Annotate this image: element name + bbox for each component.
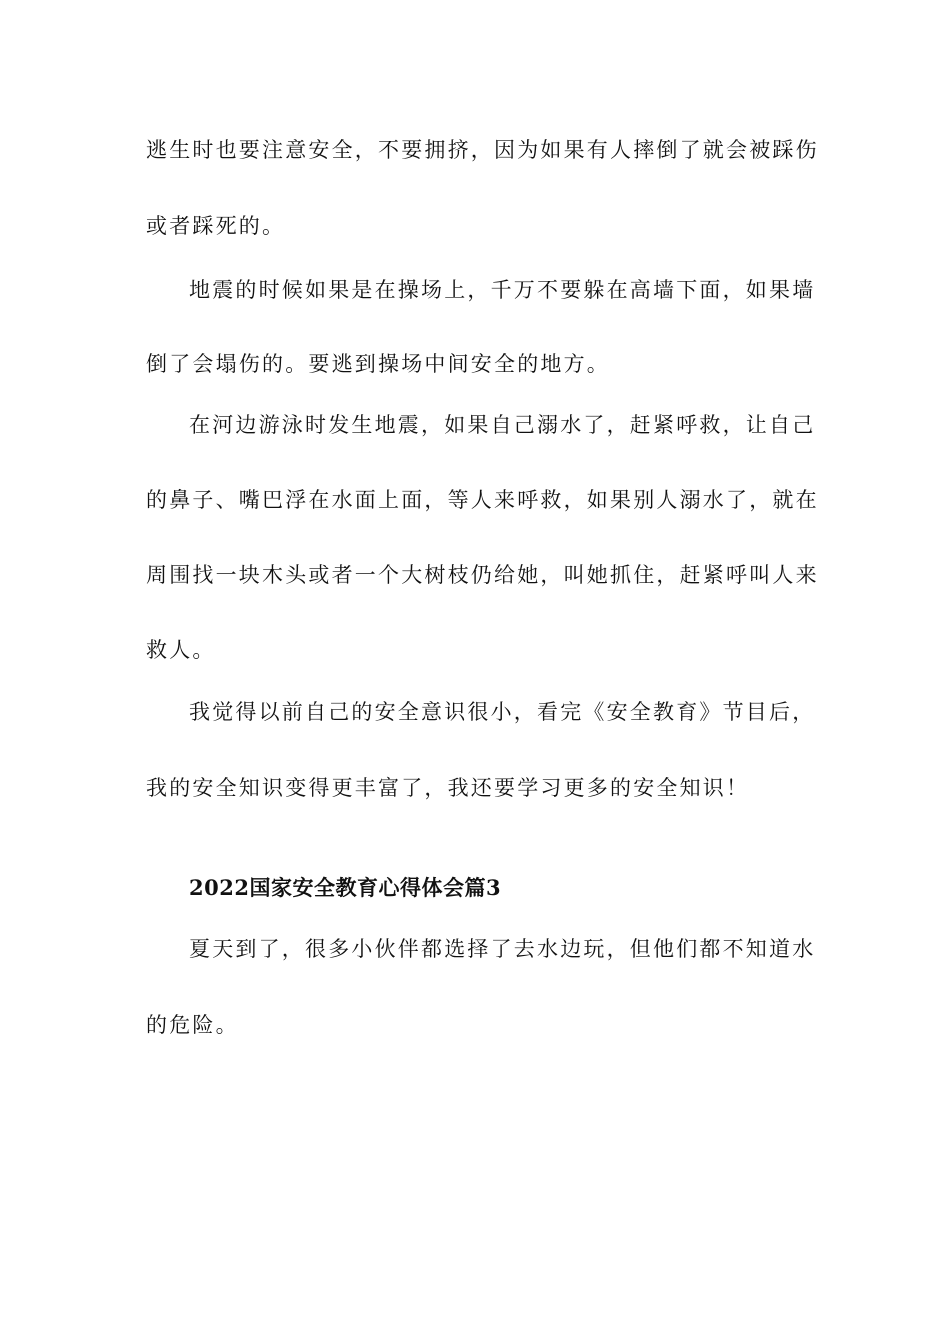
paragraph-2-line-1: 地震的时候如果是在操场上，千万不要躲在高墙下面，如果墙 <box>189 278 816 302</box>
paragraph-3-line-4: 救人。 <box>146 638 216 662</box>
paragraph-3-line-3: 周围找一块木头或者一个大树枝仍给她，叫她抓住，赶紧呼叫人来 <box>146 563 819 587</box>
paragraph-3-line-1: 在河边游泳时发生地震，如果自己溺水了，赶紧呼救，让自己 <box>189 413 816 437</box>
paragraph-4-line-1: 我觉得以前自己的安全意识很小，看完《安全教育》节目后， <box>189 700 816 724</box>
paragraph-2-line-2: 倒了会塌伤的。要逃到操场中间安全的地方。 <box>146 352 610 376</box>
section-heading: 2022国家安全教育心得体会篇3 <box>189 875 502 900</box>
paragraph-1-line-2: 或者踩死的。 <box>146 214 286 238</box>
section-paragraph-line-1: 夏天到了，很多小伙伴都选择了去水边玩，但他们都不知道水 <box>189 937 816 961</box>
section-paragraph-line-2: 的危险。 <box>146 1013 239 1037</box>
paragraph-4-line-2: 我的安全知识变得更丰富了，我还要学习更多的安全知识！ <box>146 776 750 800</box>
paragraph-3-line-2: 的鼻子、嘴巴浮在水面上面，等人来呼救，如果别人溺水了，就在 <box>146 488 819 512</box>
paragraph-1-line-1: 逃生时也要注意安全，不要拥挤，因为如果有人摔倒了就会被踩伤 <box>146 138 819 162</box>
